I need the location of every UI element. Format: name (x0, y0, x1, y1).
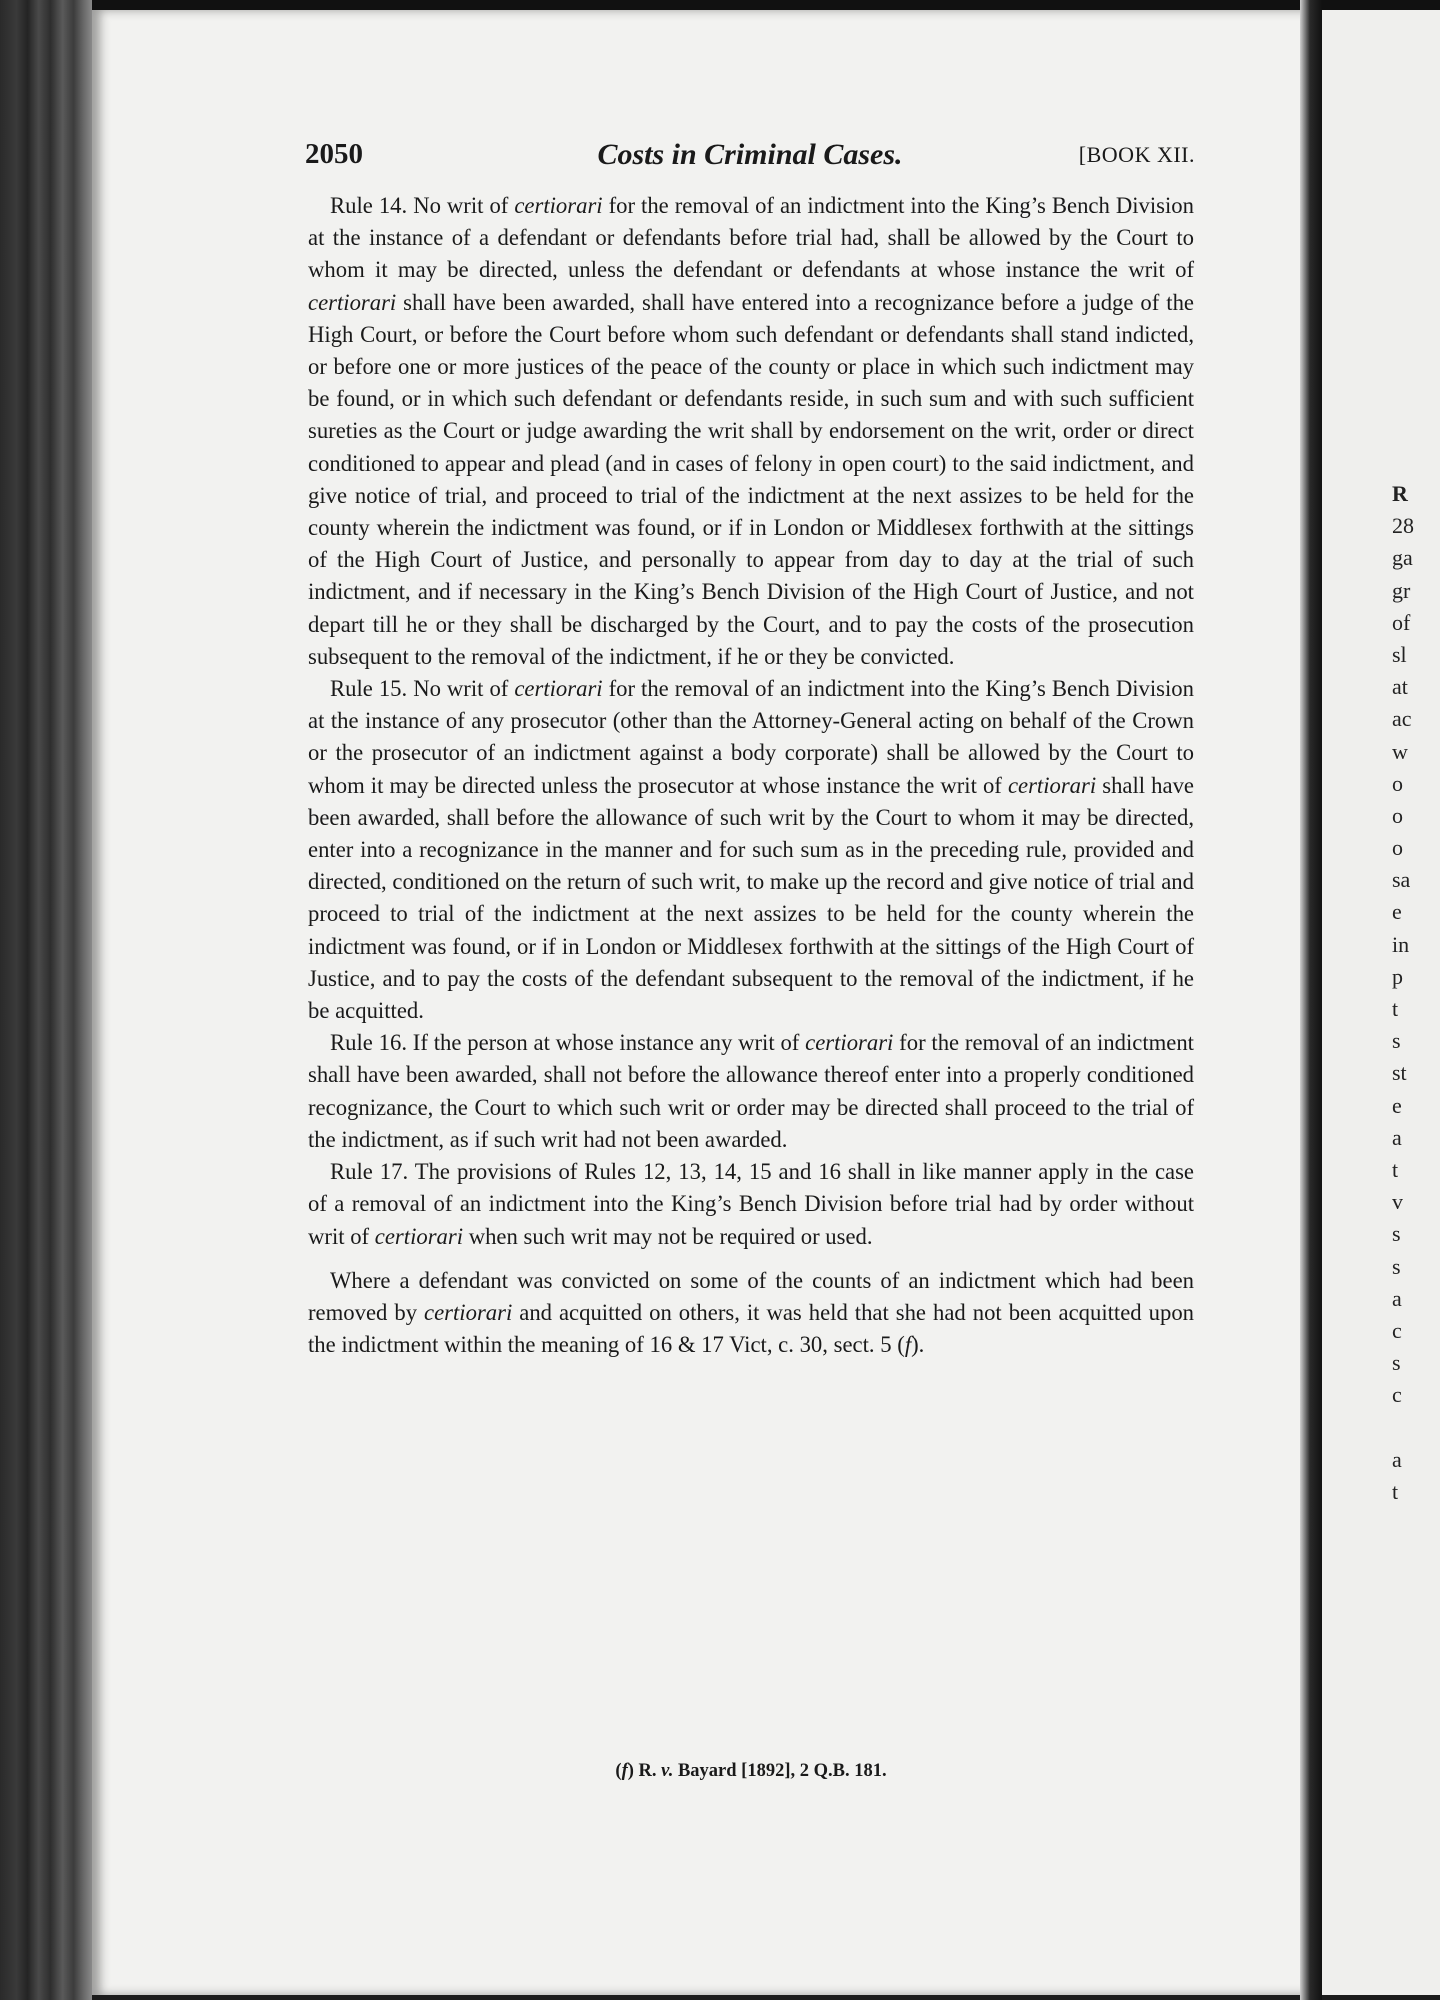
facing-page-line: R (1392, 481, 1408, 506)
facing-page-line: at (1392, 674, 1408, 700)
facing-page-line: t (1392, 1478, 1399, 1504)
book-binding-edge (0, 0, 92, 2000)
italic-term: certiorari (1007, 772, 1097, 798)
facing-page-line: 28 (1392, 513, 1414, 539)
facing-page-line: t (1392, 996, 1399, 1021)
text-run: shall have been awarded, shall before the allowance of such writ by the Court to whom it may be directed, enter into a recognizance in the manner and for such sum as in the preceding rule, provided and directed, conditioned on the return of such writ, to make up the record and give notice of trial and proceed to trial of the indictment at the next assizes to be held for the county wherein the indictment was found, or if in London or Middlesex forthwith at the sittings of the High Court of Justice, and to pay the costs of the defendant subsequent to the removal of the indictment, if he be acquitted. (308, 772, 1194, 1024)
text-run: No writ of (407, 193, 515, 218)
facing-page-line: s (1392, 1028, 1401, 1054)
facing-page-line: c (1392, 1382, 1402, 1408)
facing-page-line: w (1392, 738, 1408, 764)
facing-page-line: c (1392, 1317, 1402, 1343)
facing-page-line: ga (1392, 545, 1413, 571)
text-run: when such writ may not be required or used. (463, 1223, 873, 1249)
facing-page-line: gr (1392, 577, 1411, 603)
page-gutter (1300, 0, 1322, 2000)
facing-page-line: in (1392, 931, 1410, 957)
book-label: [BOOK XII. (1078, 142, 1195, 167)
rule-17-paragraph (308, 1156, 1194, 1253)
italic-term: certiorari (374, 1223, 464, 1249)
running-title: Costs in Criminal Cases. (597, 138, 903, 171)
running-head (305, 138, 1195, 182)
text-run: Where a defendant was convicted on some of the counts of an indictment which had been removed by (308, 1267, 1194, 1325)
footnote-reference: f (904, 1332, 912, 1358)
facing-page-line: s (1392, 1221, 1401, 1247)
text-run: for the removal of an indictment shall have been awarded, shall not before the allowance thereof enter into a properly conditioned recognizance, the Court to which such writ or order may be directed shall proceed to the trial of the indictment, as if such writ had not been awarded. (308, 1030, 1194, 1152)
text-run: for the removal of an indictment into the King’s Bench Division at the instance of a defendant or defendants before trial had, shall be allowed by the Court to whom it may be directed, unless the defendant or defendants at whose instance the writ of (308, 193, 1194, 283)
facing-page-line: ac (1392, 706, 1412, 732)
facing-page-line: sl (1392, 641, 1407, 667)
text-run: No writ of (407, 676, 515, 702)
rule-16-paragraph (308, 1027, 1194, 1156)
rule-15-paragraph (308, 673, 1194, 1027)
page-number: 2050 (305, 138, 363, 170)
facing-page-line: e (1392, 1092, 1402, 1118)
rule-label: Rule 16. (330, 1030, 408, 1056)
text-run: The provisions of Rules 12, 13, 14, 15 and 16 shall in like manner apply in the case of a removal of an indictment into the King’s Bench Division before trial had by order without writ of (308, 1159, 1194, 1249)
facing-page-line: t (1392, 1156, 1399, 1182)
facing-page-line: v (1392, 1189, 1403, 1215)
facing-page-line: e (1392, 899, 1402, 925)
italic-term: certiorari (424, 1299, 513, 1325)
facing-page-line: a (1392, 1285, 1402, 1311)
footnote-text: Bayard [1892], 2 Q.B. 181. (673, 1761, 887, 1781)
text-run: If the person at whose instance any writ of (407, 1030, 806, 1056)
footnote-text: R. (638, 1761, 662, 1781)
italic-term: certiorari (805, 1030, 894, 1056)
footnote-mark: ( (615, 1761, 622, 1781)
facing-page-line: s (1392, 1253, 1401, 1279)
italic-term: certiorari (514, 676, 603, 702)
footnote-mark: ) (627, 1761, 639, 1781)
facing-page-line: o (1392, 835, 1403, 861)
body-text (308, 190, 1194, 1361)
text-run: for the removal of an indictment into the King’s Bench Division at the instance of any prosecutor (other than the Attorney-General acting on behalf of the Crown or the prosecutor of an indictment against a body corporate) shall be allowed by the Court to whom it may be directed unless the prosecutor at whose instance the writ of (308, 676, 1194, 798)
text-run: ). (911, 1332, 925, 1358)
facing-page-line: a (1392, 1124, 1402, 1150)
facing-page-line (1392, 1411, 1440, 1443)
facing-page-text (1392, 478, 1440, 1508)
facing-page-line: of (1392, 609, 1411, 635)
rule-label: Rule 15. (330, 676, 408, 702)
facing-page-line: a (1392, 1446, 1402, 1472)
facing-page-line: p (1392, 963, 1403, 989)
facing-page-line: o (1392, 802, 1403, 828)
text-run: shall have been awarded, shall have entered into a recognizance before a judge of the High Court, or before the Court before whom such defendant or defendants shall stand indicted, or before one or more justices of the peace of the county or place in which such indictment may be found, or in which such defendant or defendants reside, in such sum and with such sufficient sureties as the Court or judge awarding the writ shall by endorsement on the writ, order or direct conditioned to appear and plead (and in cases of felony in open court) to the said indictment, and give notice of trial, and proceed to trial of the indictment at the next assizes to be held for the county wherein the indictment was found, or if in London or Middlesex forthwith at the sittings of the High Court of Justice, and personally to appear from day to day at the trial of such indictment, and if necessary in the King’s Bench Division of the High Court of Justice, and not depart till he or they shall be discharged by the Court, and to pay the costs of the prosecution subsequent to the removal of the indictment, if he or they be convicted. (308, 289, 1194, 669)
text-run: and acquitted on others, it was held that she had not been acquitted upon the indictment within the meaning of 16 & 17 Vict, c. 30, sect. 5 ( (308, 1299, 1195, 1358)
italic-term: certiorari (308, 289, 397, 315)
rule-label: Rule 14. (330, 193, 408, 218)
footnote (308, 1761, 1194, 1782)
facing-page-line: s (1392, 1350, 1401, 1376)
rule-14-paragraph (308, 190, 1194, 673)
rule-label: Rule 17. (330, 1159, 409, 1185)
italic-term: certiorari (514, 193, 603, 218)
footnote-mark: f (621, 1761, 628, 1781)
facing-page-line: st (1392, 1060, 1407, 1086)
facing-page-line: o (1392, 770, 1403, 796)
facing-page-line: sa (1392, 867, 1411, 893)
case-note-paragraph (308, 1265, 1194, 1362)
footnote-text: v. (661, 1761, 674, 1781)
